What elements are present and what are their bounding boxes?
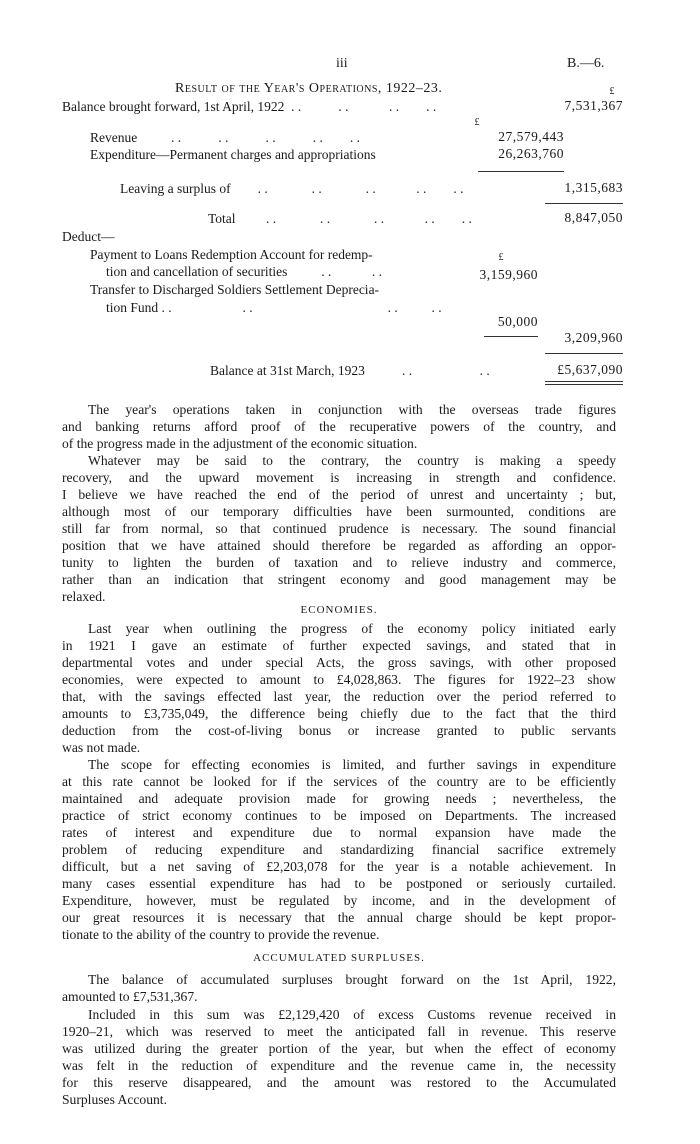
pound-sign-deduct: £ — [498, 252, 504, 263]
text-line: difficult, but a net saving of £2,203,078 for the year is a notable achievement. In — [62, 859, 616, 874]
revenue-amount: 27,579,443 — [498, 129, 564, 144]
text-line: recovery, and the upward movement is increasing in strength and confidence. — [62, 470, 616, 485]
balance-forward-amount: 7,531,367 — [564, 98, 623, 113]
text-line: Surpluses Account. — [62, 1092, 167, 1107]
transfer-line-1: Transfer to Discharged Soldiers Settlement Deprecia- — [90, 282, 380, 297]
text-line: at this rate cannot be looked for if the services of the country are to be efficiently — [62, 774, 616, 789]
text-line: and banking returns afford proof of the recuperative powers of the country, and — [62, 419, 616, 434]
text-line: of the progress made in the adjustment of the economic situation. — [62, 436, 418, 451]
expenditure-amount: 26,263,760 — [498, 146, 564, 161]
text-line: maintained and adequate provision made for growing needs ; nevertheless, the — [62, 791, 616, 806]
text-line: amounts to £3,735,049, the difference being chiefly due to the fact that the third — [62, 706, 616, 721]
text-line: Expenditure, however, must be regulated by income, and in the development of — [62, 893, 616, 908]
closing-balance-label: Balance at 31st March, 1923 . . . . — [210, 363, 490, 378]
text-line: practice of strict economy continues to be imposed on Departments. The increased — [62, 808, 616, 823]
total-amount: 8,847,050 — [564, 210, 623, 225]
text-line: many cases essential expenditure has had to be postponed or seriously curtailed. — [62, 876, 616, 891]
text-line: economies, were expected to amount to £4,028,863. The figures for 1922–23 show — [62, 672, 616, 687]
heading-accumulated-surpluses: ACCUMULATED SURPLUSES. — [253, 952, 425, 964]
closing-balance-amount: £5,637,090 — [557, 362, 623, 377]
text-line: Last year when outlining the progress of the economy policy initiated early — [88, 621, 616, 636]
text-line: deduction from the cost-of-living bonus or increase granted to public servants — [62, 723, 616, 738]
text-line: The year's operations taken in conjunction with the overseas trade figures — [88, 402, 616, 417]
subtotal-rule-1 — [478, 171, 564, 172]
text-line: our great resources it is necessary that the annual charge should be kept propor- — [62, 910, 616, 925]
double-rule-bottom — [545, 384, 623, 385]
surplus-amount: 1,315,683 — [564, 180, 623, 195]
text-line: rates of interest and expenditure due to normal expansion have made the — [62, 825, 616, 840]
subtotal-rule-2 — [484, 336, 538, 337]
balance-forward-label: Balance brought forward, 1st April, 1922 . . . . . . . . — [62, 99, 437, 114]
deduct-label: Deduct— — [62, 229, 115, 244]
text-line: tunity to lighten the burden of taxation and to relieve industry and commerce, — [62, 555, 616, 570]
pound-sign-col2: £ — [609, 86, 615, 97]
text-line: rather than an indication that stringent economy and good management may be — [62, 572, 616, 587]
text-line: for this reserve disappeared, and the amount was restored to the Accumulated — [62, 1075, 616, 1090]
text-line: still far from normal, so that continued prudence is necessary. The sound financial — [62, 521, 616, 536]
deductions-total-amount: 3,209,960 — [564, 330, 623, 345]
statement-title: Result of the Year's Operations, 1922–23. — [175, 81, 443, 96]
document-code: B.—6. — [567, 56, 605, 71]
payment-amount: 3,159,960 — [479, 267, 538, 282]
text-line: I believe we have reached the end of the period of unrest and uncertainty ; but, — [62, 487, 616, 502]
text-line: although most of our temporary difficulties have been surmounted, conditions are — [62, 504, 616, 519]
text-line: amounted to £7,531,367. — [62, 989, 198, 1004]
transfer-line-2: tion Fund . . . . . . . . — [106, 300, 442, 315]
text-line: 1920–21, which was reserved to meet the anticipated fall in revenue. This reserve — [62, 1024, 616, 1039]
text-line: Included in this sum was £2,129,420 of excess Customs revenue received in — [88, 1007, 616, 1022]
total-label: Total . . . . . . . . . . — [208, 211, 472, 226]
text-line: was utilized during the greater portion of the year, but when the effect of economy — [62, 1041, 616, 1056]
text-line: position that we have attained should therefore be regarded as affording an oppor- — [62, 538, 616, 553]
text-line: Whatever may be said to the contrary, the country is making a speedy — [88, 453, 616, 468]
total-rule — [545, 203, 623, 204]
transfer-amount: 50,000 — [497, 314, 538, 329]
expenditure-label: Expenditure—Permanent charges and appropriations — [90, 147, 376, 162]
text-line: that, with the savings effected last year, the reduction over the period referred to — [62, 689, 616, 704]
balance-rule — [545, 353, 623, 354]
text-line: problem of reducing expenditure and standardizing financial sacrifice extremely — [62, 842, 616, 857]
text-line: departmental votes and under special Acts, the gross savings, with other proposed — [62, 655, 616, 670]
text-line: was not made. — [62, 740, 141, 755]
payment-line-2: tion and cancellation of securities . . . . — [106, 264, 382, 279]
double-rule-top — [545, 381, 623, 382]
text-line: relaxed. — [62, 589, 106, 604]
surplus-label: Leaving a surplus of . . . . . . . . . . — [120, 181, 464, 196]
text-line: in 1921 I gave an estimate of further expected savings, and stated that in — [62, 638, 616, 653]
text-line: was felt in the reduction of expenditure and the revenue came in, the necessity — [62, 1058, 616, 1073]
text-line: The balance of accumulated surpluses brought forward on the 1st April, 1922, — [88, 972, 616, 987]
revenue-label: Revenue . . . . . . . . . . — [90, 130, 360, 145]
payment-line-1: Payment to Loans Redemption Account for redemp- — [90, 247, 373, 262]
page-number: iii — [336, 56, 348, 71]
heading-economies: ECONOMIES. — [300, 604, 378, 616]
text-line: tionate to the ability of the country to provide the revenue. — [62, 927, 380, 942]
pound-sign-col1: £ — [474, 117, 480, 128]
text-line: The scope for effecting economies is limited, and further savings in expenditure — [88, 757, 616, 772]
